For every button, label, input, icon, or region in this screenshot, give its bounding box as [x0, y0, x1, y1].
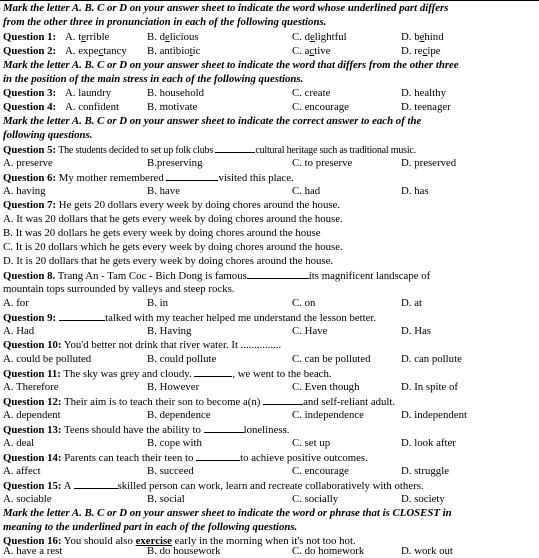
- q14-option-c[interactable]: C. encourage: [292, 465, 349, 477]
- question-11-stem: Question 11: The sky was grey and cloudy. , we went to the beach.: [3, 368, 332, 380]
- answer-blank: [166, 170, 218, 181]
- q9-option-c[interactable]: C. Have: [292, 325, 328, 337]
- q6-option-b[interactable]: B. have: [147, 185, 180, 197]
- q14-option-d[interactable]: D. struggle: [401, 465, 449, 477]
- instruction-correct-line1: Mark the letter A. B. C or D on your answer sheet to indicate the correct answer to each of the: [3, 115, 422, 127]
- q12-option-d[interactable]: D. independent: [401, 409, 467, 421]
- q14-option-a[interactable]: A. affect: [3, 465, 41, 477]
- question-14-options: [3, 464, 537, 478]
- question-16-label: Question 16:: [3, 535, 62, 547]
- underlined-part: e: [310, 31, 315, 43]
- q15-option-d[interactable]: D. society: [401, 493, 445, 505]
- answer-blank: [59, 310, 105, 321]
- instruction-closest-line1: Mark the letter A. B. C or D on your answer sheet to indicate the word or phrase that is CLOSEST in: [3, 507, 452, 519]
- answer-blank: [215, 142, 255, 153]
- question-10-stem: Question 10: You'd better not drink that river water. It ...............: [3, 339, 282, 351]
- underlined-part: c: [422, 45, 428, 57]
- q5-option-d[interactable]: D. preserved: [401, 157, 457, 169]
- question-4-label: Question 4:: [3, 101, 57, 113]
- question-9-label: Question 9:: [3, 312, 57, 324]
- q13-option-d[interactable]: D. look after: [401, 437, 456, 449]
- q7-option-c[interactable]: C. It is 20 dollars which he gets every week by doing chores around the house.: [3, 241, 343, 253]
- instruction-stress-line1: Mark the letter A. B. C or D on your answer sheet to indicate the word that differs from the other three: [3, 59, 459, 71]
- question-2-label: Question 2:: [3, 45, 57, 57]
- instruction-correct-line2: following questions.: [3, 129, 93, 141]
- q11-option-a[interactable]: A. Therefore: [3, 381, 59, 393]
- answer-blank: [74, 478, 118, 489]
- answer-blank: [263, 394, 303, 405]
- question-2: [3, 44, 537, 58]
- question-8-options: [3, 296, 537, 310]
- q8-option-a[interactable]: A. for: [3, 297, 29, 309]
- underlined-part: e: [419, 31, 425, 43]
- question-15-label: Question 15:: [3, 480, 62, 492]
- q13-option-c[interactable]: C. set up: [292, 437, 331, 449]
- underlined-part: t: [189, 45, 193, 57]
- question-15-stem: Question 15: A skilled person can work, learn and recreate collaboratively with others.: [3, 480, 424, 492]
- q8-option-c[interactable]: C. on: [292, 297, 316, 309]
- q15-option-b[interactable]: B. social: [147, 493, 185, 505]
- q8-option-b[interactable]: B. in: [147, 297, 168, 309]
- underlined-part: e: [165, 31, 170, 43]
- q12-option-a[interactable]: A. dependent: [3, 409, 61, 421]
- question-5-stem: Question 5: The students decided to set up folk clubs cultural heritage such as traditional music.: [3, 144, 416, 156]
- question-10-label: Question 10:: [3, 339, 62, 351]
- q14-option-b[interactable]: B. succeed: [147, 465, 194, 477]
- q12-option-b[interactable]: B. dependence: [147, 409, 211, 421]
- question-14-label: Question 14:: [3, 452, 62, 464]
- question-11-label: Question 11:: [3, 368, 61, 380]
- q7-option-d[interactable]: D. It is 20 dollars that he gets every week by doing chores around the house.: [3, 255, 334, 267]
- q4-option-b[interactable]: B. motivate: [147, 101, 198, 113]
- question-8-stem-line2: mountain tops surrounded by valleys and steep rocks.: [3, 283, 235, 295]
- q1-option-c[interactable]: C. delightful: [292, 31, 347, 43]
- question-9-options: [3, 324, 537, 338]
- q15-option-a[interactable]: A. sociable: [3, 493, 52, 505]
- q1-option-a[interactable]: A. terrible: [65, 31, 110, 43]
- q5-option-c[interactable]: C. to preserve: [292, 157, 353, 169]
- q5-option-b[interactable]: B.preserving: [147, 157, 203, 169]
- underlined-word: exercise: [135, 535, 172, 547]
- q6-option-d[interactable]: D. has: [401, 185, 429, 197]
- question-6-stem: Question 6: My mother remembered visited this place.: [3, 172, 294, 184]
- q16-option-b[interactable]: B. do housework: [147, 545, 221, 557]
- question-16-stem: Question 16: You should also exercise early in the morning when it's not too hot.: [3, 535, 356, 547]
- q7-option-a[interactable]: A. It was 20 dollars that he gets every week by doing chores around the house.: [3, 213, 343, 225]
- answer-blank: [247, 268, 309, 279]
- q9-option-a[interactable]: A. Had: [3, 325, 35, 337]
- answer-blank: [204, 422, 244, 433]
- q3-option-a[interactable]: A. laundry: [65, 87, 112, 99]
- q10-option-a[interactable]: A. could be polluted: [3, 353, 92, 365]
- q2-option-b[interactable]: B. antibiotic: [147, 45, 201, 57]
- question-5-label: Question 5:: [3, 144, 57, 156]
- question-9-stem: Question 9: talked with my teacher helped me understand the lesson better.: [3, 312, 377, 324]
- question-13-options: [3, 436, 537, 450]
- q16-option-a[interactable]: A. have a rest: [3, 545, 63, 557]
- q2-option-a[interactable]: A. expectancy: [65, 45, 127, 57]
- q4-option-a[interactable]: A. confident: [65, 101, 119, 113]
- q16-option-c[interactable]: C. do homework: [292, 545, 365, 557]
- question-15-options: [3, 492, 537, 506]
- q1-option-d[interactable]: D. behind: [401, 31, 444, 43]
- q1-option-b[interactable]: B. delicious: [147, 31, 199, 43]
- question-13-stem: Question 13: Teens should have the ability to loneliness.: [3, 424, 290, 436]
- underlined-part: c: [98, 45, 104, 57]
- question-12-stem: Question 12: Their aim is to teach their son to become a(n) and self-reliant adult.: [3, 396, 396, 408]
- question-12-options: [3, 408, 537, 422]
- q4-option-d[interactable]: D. teenager: [401, 101, 451, 113]
- question-7-label: Question 7:: [3, 199, 57, 211]
- q8-option-d[interactable]: D. at: [401, 297, 422, 309]
- q3-option-b[interactable]: B. household: [147, 87, 204, 99]
- question-6-options: [3, 184, 537, 198]
- q6-option-a[interactable]: A. having: [3, 185, 46, 197]
- q9-option-b[interactable]: B. Having: [147, 325, 192, 337]
- question-12-label: Question 12:: [3, 396, 62, 408]
- underlined-part: e: [81, 31, 86, 43]
- instruction-pronunciation-line1: Mark the letter A. B. C or D on your answer sheet to indicate the word whose underlined part differs: [3, 2, 449, 14]
- q11-option-d[interactable]: D. In spite of: [401, 381, 458, 393]
- q10-option-d[interactable]: D. can pollute: [401, 353, 462, 365]
- question-1-label: Question 1:: [3, 31, 57, 43]
- q11-option-b[interactable]: B. However: [147, 381, 200, 393]
- q13-option-b[interactable]: B. cope with: [147, 437, 202, 449]
- question-5-options: [3, 156, 537, 170]
- question-6-label: Question 6:: [3, 172, 57, 184]
- q16-option-d[interactable]: D. work out: [401, 545, 453, 557]
- question-7-stem: Question 7: He gets 20 dollars every week by doing chores around the house.: [3, 199, 341, 211]
- question-11-options: [3, 380, 537, 394]
- q11-option-c[interactable]: C. Even though: [292, 381, 360, 393]
- q10-option-c[interactable]: C. can be polluted: [292, 353, 371, 365]
- question-14-stem: Question 14: Parents can teach their teen to to achieve positive outcomes.: [3, 452, 368, 464]
- instruction-pronunciation-line2: from the other three in pronunciation in each of the following questions.: [3, 16, 327, 28]
- instruction-stress-line2: in the position of the main stress in each of the following questions.: [3, 73, 304, 85]
- question-16-options: [3, 544, 537, 558]
- question-10-options: [3, 352, 537, 366]
- q12-option-c[interactable]: C. independence: [292, 409, 364, 421]
- q4-option-c[interactable]: C. encourage: [292, 101, 349, 113]
- q13-option-a[interactable]: A. deal: [3, 437, 35, 449]
- question-3-label: Question 3:: [3, 87, 57, 99]
- question-1: [3, 30, 537, 44]
- question-8-label: Question 8.: [3, 270, 56, 282]
- q9-option-d[interactable]: D. Has: [401, 325, 431, 337]
- q2-option-c[interactable]: C. active: [292, 45, 331, 57]
- q3-option-c[interactable]: C. create: [292, 87, 331, 99]
- q3-option-d[interactable]: D. healthy: [401, 87, 446, 99]
- instruction-closest-line2: meaning to the underlined part in each of the following questions.: [3, 521, 298, 533]
- q5-option-a[interactable]: A. preserve: [3, 157, 53, 169]
- question-8-stem: Question 8. Trang An - Tam Coc - Bich Dong is famous its magnificent landscape of: [3, 270, 431, 282]
- question-13-label: Question 13:: [3, 424, 62, 436]
- q10-option-b[interactable]: B. could pollute: [147, 353, 217, 365]
- underlined-part: c: [309, 45, 315, 57]
- answer-blank: [196, 450, 240, 461]
- answer-blank: [194, 366, 232, 377]
- question-3: [3, 86, 537, 100]
- q7-option-b[interactable]: B. It was 20 dollars he gets every week by doing chores around the house: [3, 227, 321, 239]
- q15-option-c[interactable]: C. socially: [292, 493, 339, 505]
- q2-option-d[interactable]: D. recipe: [401, 45, 441, 57]
- question-4: [3, 100, 537, 114]
- q6-option-c[interactable]: C. had: [292, 185, 321, 197]
